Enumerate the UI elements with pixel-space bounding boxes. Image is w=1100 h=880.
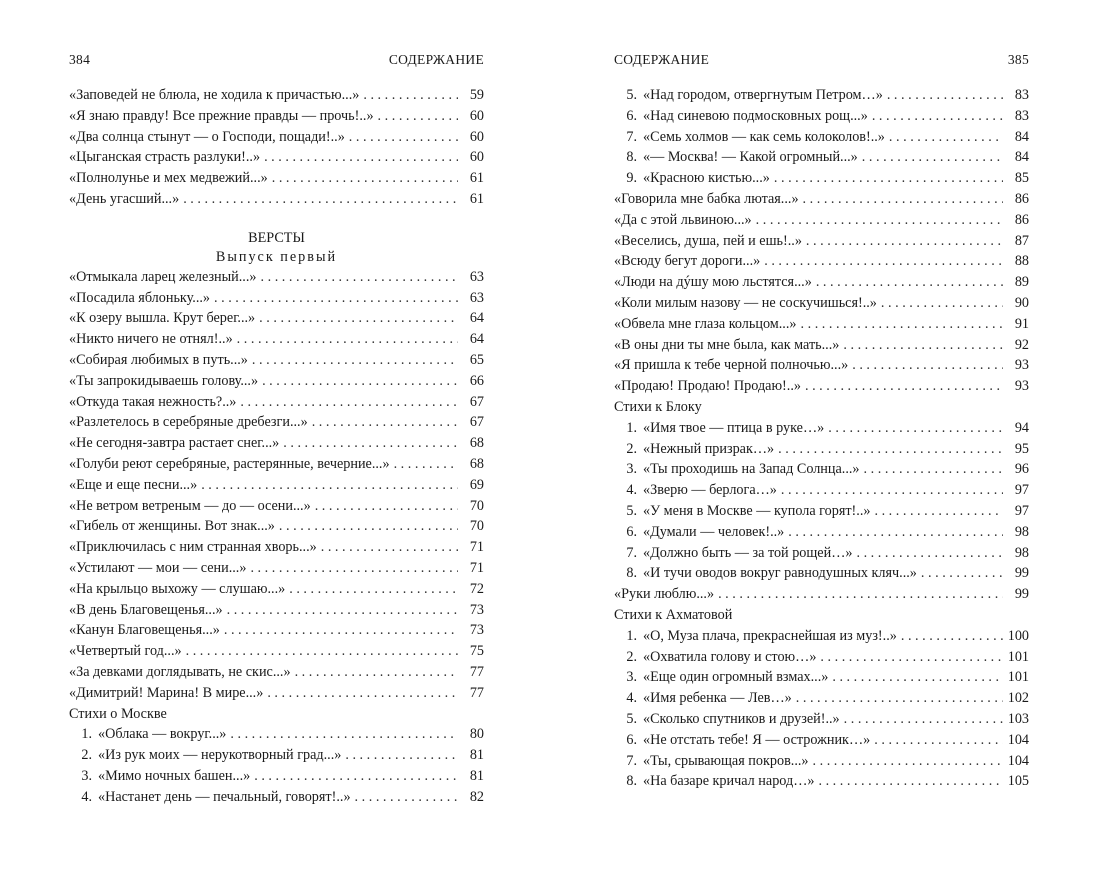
toc-entry [69,454,484,475]
entry-page: 93 [1014,357,1029,374]
toc-entry [614,335,1029,356]
entry-page: 67 [469,393,484,410]
toc-entry [69,85,484,106]
toc-entry [69,127,484,148]
entry-number: 7. [626,128,637,145]
entry-page: 77 [469,663,484,680]
running-title: СОДЕРЖАНИЕ [388,52,484,67]
toc-entry [614,459,1029,480]
entry-number: 3. [626,461,637,478]
entry-title: «Имя ребенка — Лев…» [643,690,792,707]
entry-title: «Ты, срывающая покров...» [643,752,809,769]
toc-entry [69,392,484,413]
entry-page: 101 [1007,669,1029,686]
toc-entry [614,501,1029,522]
entry-number: 6. [626,107,637,124]
toc-entry [69,412,484,433]
toc-group-mid [614,189,1029,397]
entry-title: «Гибель от женщины. Вот знак...» [69,518,275,535]
dot-leader [921,563,1003,584]
toc-entry [614,667,1029,688]
toc-group-moscow [69,724,484,807]
entry-page: 83 [1014,107,1029,124]
toc-entry [614,626,1029,647]
dot-leader [864,459,1003,480]
dot-leader [283,433,458,454]
dot-leader [764,251,1003,272]
toc-entry [614,543,1029,564]
entry-title: «Не отстать тебе! Я — острожник…» [643,731,871,748]
page-number: 385 [1007,52,1029,67]
toc-entry [614,439,1029,460]
dot-leader [778,439,1003,460]
entry-number: 2. [81,747,92,764]
dot-leader [312,412,458,433]
entry-title: «Канун Благовещенья...» [69,622,220,639]
dot-leader [844,709,1003,730]
dot-leader [289,579,458,600]
dot-leader [261,267,459,288]
section-title: ВЕРСТЫ [248,229,305,246]
toc-entry [614,563,1029,584]
entry-title: «В оны дни ты мне была, как мать...» [614,336,840,353]
entry-title: «Ты проходишь на Запад Солнца...» [643,461,860,478]
toc-entry [69,683,484,704]
page-number: 384 [69,52,91,67]
dot-leader [889,127,1003,148]
toc-entry [614,251,1029,272]
entry-title: «День угасший...» [69,190,180,207]
entry-page: 93 [1014,378,1029,395]
entry-number: 1. [81,726,92,743]
entry-title: «Мимо ночных башен...» [98,767,251,784]
entry-page: 67 [469,414,484,431]
dot-leader [227,600,458,621]
entry-page: 77 [469,684,484,701]
toc-entry [69,433,484,454]
toc-entry [614,688,1029,709]
dot-leader [240,392,458,413]
toc-entry [614,418,1029,439]
entry-page: 87 [1014,232,1029,249]
entry-title: «Приключилась с ним странная хворь...» [69,539,317,556]
toc-entry [69,288,484,309]
toc-entry [69,787,484,808]
entry-title: «Над городом, отвергнутым Петром…» [643,87,883,103]
dot-leader [862,147,1003,168]
entry-title: «Я пришла к тебе черной полночью...» [614,357,849,374]
entry-title: «Красною кистью...» [643,170,770,187]
toc-entry [614,293,1029,314]
toc-entry [614,751,1029,772]
dot-leader [781,480,1003,501]
entry-number: 2. [626,648,637,665]
dot-leader [279,516,458,537]
dot-leader [264,147,458,168]
dot-leader [262,371,458,392]
cycle-heading: Стихи к Ахматовой [614,606,733,623]
entry-title: «Не сегодня-завтра растает снег...» [69,435,280,452]
dot-leader [252,350,458,371]
entry-title: «И тучи оводов вокруг равнодушных кляч...» [643,565,917,582]
dot-leader [355,787,458,808]
entry-title: «Должно быть — за той рощей…» [643,544,853,561]
dot-leader [828,418,1003,439]
entry-title: «Да с этой львиною...» [614,211,752,228]
toc-entry [614,127,1029,148]
dot-leader [788,522,1003,543]
entry-page: 81 [469,747,484,764]
entry-page: 96 [1014,461,1029,478]
toc-entry [69,475,484,496]
toc-entry [614,584,1029,605]
entry-number: 1. [626,627,637,644]
entry-page: 82 [469,788,484,805]
entry-page: 104 [1007,752,1029,769]
toc-group-blok [614,418,1029,584]
table-of-contents [614,85,1029,792]
dot-leader [183,189,458,210]
dot-leader [295,662,458,683]
dot-leader [901,626,1003,647]
entry-page: 70 [469,497,484,514]
entry-number: 5. [626,710,637,727]
entry-page: 86 [1014,190,1029,207]
entry-page: 105 [1007,773,1029,790]
entry-title: «Люди на дýшу мою льстятся...» [614,274,812,291]
toc-entry [614,189,1029,210]
dot-leader [872,106,1003,127]
entry-page: 89 [1014,274,1029,291]
entry-title: «Цыганская страсть разлуки!..» [69,149,261,166]
toc-group-moscow-continued [614,85,1029,189]
entry-title: «Не ветром ветреным — до — осени...» [69,497,311,514]
dot-leader [394,454,458,475]
entry-title: «Собирая любимых в путь...» [69,351,248,368]
entry-page: 91 [1014,315,1029,332]
entry-title: «Ты запрокидываешь голову...» [69,372,259,389]
dot-leader [874,730,1003,751]
entry-page: 85 [1014,170,1029,187]
dot-leader [832,667,1003,688]
entry-title: «Отмыкала ларец железный...» [69,268,257,285]
toc-entry [69,189,484,210]
entry-title: «Коли милым назову — не соскучишься!..» [614,294,877,311]
entry-title: «Руки люблю...» [614,586,715,603]
dot-leader [321,537,458,558]
entry-title: «У меня в Москве — купола горят!..» [643,502,871,519]
toc-entry [69,147,484,168]
entry-number: 9. [626,170,637,187]
page-header [609,52,1039,72]
entry-title: «К озеру вышла. Крут берег...» [69,310,256,327]
entry-title: «На крыльцо выхожу — слушаю...» [69,580,286,597]
dot-leader [345,745,458,766]
dot-leader [852,355,1003,376]
dot-leader [267,683,458,704]
entry-page: 99 [1014,586,1029,603]
toc-entry [69,620,484,641]
entry-page: 94 [1014,419,1029,436]
toc-entry [614,647,1029,668]
entry-page: 95 [1014,440,1029,457]
entry-title: «В день Благовещенья...» [69,601,223,618]
entry-page: 73 [469,601,484,618]
entry-title: «Семь холмов — как семь колоколов!..» [643,128,885,145]
entry-page: 97 [1014,502,1029,519]
toc-entry [614,480,1029,501]
toc-entry [69,267,484,288]
dot-leader [259,308,458,329]
dot-leader [363,85,458,106]
toc-entry [69,558,484,579]
running-title: СОДЕРЖАНИЕ [614,52,710,67]
dot-leader [378,106,458,127]
dot-leader [349,127,458,148]
dot-leader [801,314,1004,335]
dot-leader [186,641,458,662]
dot-leader [820,647,1003,668]
dot-leader [315,496,458,517]
dot-leader [774,168,1003,189]
dot-leader [254,766,458,787]
toc-entry [69,106,484,127]
entry-page: 100 [1007,627,1029,644]
entry-number: 1. [626,419,637,436]
entry-title: «Сколько спутников и друзей!..» [643,710,840,727]
entry-page: 63 [469,289,484,306]
entry-page: 64 [469,331,484,348]
entry-page: 86 [1014,211,1029,228]
entry-page: 101 [1007,648,1029,665]
entry-page: 88 [1014,253,1029,270]
entry-number: 3. [81,767,92,784]
entry-page: 60 [469,128,484,145]
toc-entry [69,371,484,392]
toc-group-versty [69,267,484,704]
section-subtitle: Выпуск первый [215,248,338,265]
entry-title: «Нежный призрак…» [643,440,775,457]
entry-title: «Думали — человек!..» [643,523,785,540]
dot-leader [887,85,1003,106]
toc-entry [69,537,484,558]
entry-title: «Имя твое — птица в руке…» [643,419,825,436]
toc-entry [69,350,484,371]
entry-number: 3. [626,669,637,686]
toc-entry [69,579,484,600]
toc-entry [69,766,484,787]
dot-leader [843,335,1003,356]
dot-leader [806,231,1003,252]
toc-group-hands [614,584,1029,605]
toc-entry [614,730,1029,751]
entry-page: 75 [469,643,484,660]
toc-group-akhmatova [614,626,1029,792]
entry-page: 61 [469,170,484,187]
toc-entry [614,210,1029,231]
entry-page: 99 [1014,565,1029,582]
entry-number: 5. [626,502,637,519]
dot-leader [201,475,458,496]
toc-group-top [69,85,484,210]
toc-entry [69,724,484,745]
toc-entry [69,662,484,683]
dot-leader [272,168,458,189]
entry-title: «Заповедей не блюла, не ходила к причастью...» [69,87,360,103]
entry-page: 84 [1014,128,1029,145]
entry-page: 84 [1014,149,1029,166]
entry-page: 68 [469,455,484,472]
entry-title: «О, Муза плача, прекраснейшая из муз!..» [643,627,897,644]
entry-page: 69 [469,476,484,493]
entry-page: 61 [469,190,484,207]
entry-number: 8. [626,773,637,790]
dot-leader [250,558,458,579]
toc-entry [69,745,484,766]
entry-title: «Посадила яблоньку...» [69,289,211,306]
toc-entry [614,272,1029,293]
toc-entry [614,771,1029,792]
entry-number: 4. [81,788,92,805]
dot-leader [818,771,1003,792]
toc-entry [69,329,484,350]
entry-page: 68 [469,435,484,452]
entry-number: 5. [626,87,637,103]
toc-entry [614,709,1029,730]
dot-leader [224,620,458,641]
dot-leader [881,293,1003,314]
entry-page: 98 [1014,523,1029,540]
entry-page: 83 [1014,87,1029,103]
entry-title: «Два солнца стынут — о Господи, пощади!..» [69,128,345,145]
toc-entry [69,641,484,662]
dot-leader [816,272,1003,293]
dot-leader [718,584,1003,605]
toc-entry [614,168,1029,189]
toc-entry [614,85,1029,106]
entry-title: «Откуда такая нежность?..» [69,393,237,410]
dot-leader [805,376,1003,397]
entry-page: 65 [469,351,484,368]
toc-entry [69,308,484,329]
entry-title: «Никто ничего не отнял!..» [69,331,233,348]
entry-title: «Обвела мне глаза кольцом...» [614,315,797,332]
dot-leader [856,543,1003,564]
toc-entry [614,147,1029,168]
entry-number: 4. [626,482,637,499]
entry-page: 71 [469,539,484,556]
entry-title: «Охватила голову и стою…» [643,648,817,665]
toc-entry [614,522,1029,543]
entry-number: 2. [626,440,637,457]
entry-page: 64 [469,310,484,327]
entry-title: «Продаю! Продаю! Продаю!..» [614,378,801,395]
entry-page: 66 [469,372,484,389]
cycle-heading: Стихи к Блоку [614,398,702,415]
entry-page: 90 [1014,294,1029,311]
entry-title: «За девками доглядывать, не скис...» [69,663,291,680]
entry-page: 72 [469,580,484,597]
entry-page: 92 [1014,336,1029,353]
toc-entry [69,600,484,621]
entry-page: 71 [469,559,484,576]
entry-number: 8. [626,565,637,582]
entry-page: 97 [1014,482,1029,499]
entry-title: «Облака — вокруг...» [98,726,227,743]
entry-number: 6. [626,731,637,748]
entry-title: «Зверю — берлога…» [643,482,777,499]
entry-number: 7. [626,752,637,769]
entry-page: 98 [1014,544,1029,561]
toc-entry [69,516,484,537]
entry-title: «Четвертый год...» [69,643,182,660]
entry-page: 103 [1007,710,1029,727]
entry-page: 81 [469,767,484,784]
page-header [64,52,494,72]
dot-leader [813,751,1003,772]
entry-number: 8. [626,149,637,166]
entry-title: «Голуби реют серебряные, растерянные, вечерние...» [69,455,390,472]
entry-title: «Еще и еще песни...» [69,476,198,493]
entry-title: «Над синевою подмосковных рощ...» [643,107,868,124]
entry-number: 6. [626,523,637,540]
dot-leader [874,501,1003,522]
entry-title: «Разлетелось в серебряные дребезги...» [69,414,308,431]
table-of-contents [69,85,484,808]
entry-title: «Говорила мне бабка лютая...» [614,190,799,207]
entry-page: 80 [469,726,484,743]
entry-page: 73 [469,622,484,639]
entry-page: 70 [469,518,484,535]
entry-title: «Веселись, душа, пей и ешь!..» [614,232,802,249]
entry-title: «Устилают — мои — сени...» [69,559,247,576]
entry-title: «Еще один огромный взмах...» [643,669,829,686]
toc-entry [614,106,1029,127]
entry-page: 59 [469,87,484,103]
toc-entry [614,355,1029,376]
entry-page: 104 [1007,731,1029,748]
entry-page: 60 [469,107,484,124]
dot-leader [796,688,1003,709]
toc-entry [69,168,484,189]
entry-number: 7. [626,544,637,561]
toc-entry [69,496,484,517]
entry-page: 63 [469,268,484,285]
entry-title: «Из рук моих — нерукотворный град...» [98,747,342,764]
cycle-heading: Стихи о Москве [69,705,167,722]
entry-title: «Димитрий! Марина! В мире...» [69,684,264,701]
dot-leader [756,210,1003,231]
entry-title: «— Москва! — Какой огромный...» [643,149,858,166]
entry-page: 102 [1007,690,1029,707]
entry-title: «Полнолунье и мех медвежий...» [69,170,268,187]
entry-title: «Настанет день — печальный, говорят!..» [98,788,351,805]
dot-leader [803,189,1003,210]
toc-entry [614,314,1029,335]
entry-title: «На базаре кричал народ…» [643,773,815,790]
entry-title: «Я знаю правду! Все прежние правды — прочь!..» [69,107,374,124]
dot-leader [230,724,458,745]
toc-entry [614,231,1029,252]
dot-leader [214,288,458,309]
toc-entry [614,376,1029,397]
entry-page: 60 [469,149,484,166]
dot-leader [237,329,458,350]
entry-title: «Всюду бегут дороги...» [614,253,761,270]
entry-number: 4. [626,690,637,707]
